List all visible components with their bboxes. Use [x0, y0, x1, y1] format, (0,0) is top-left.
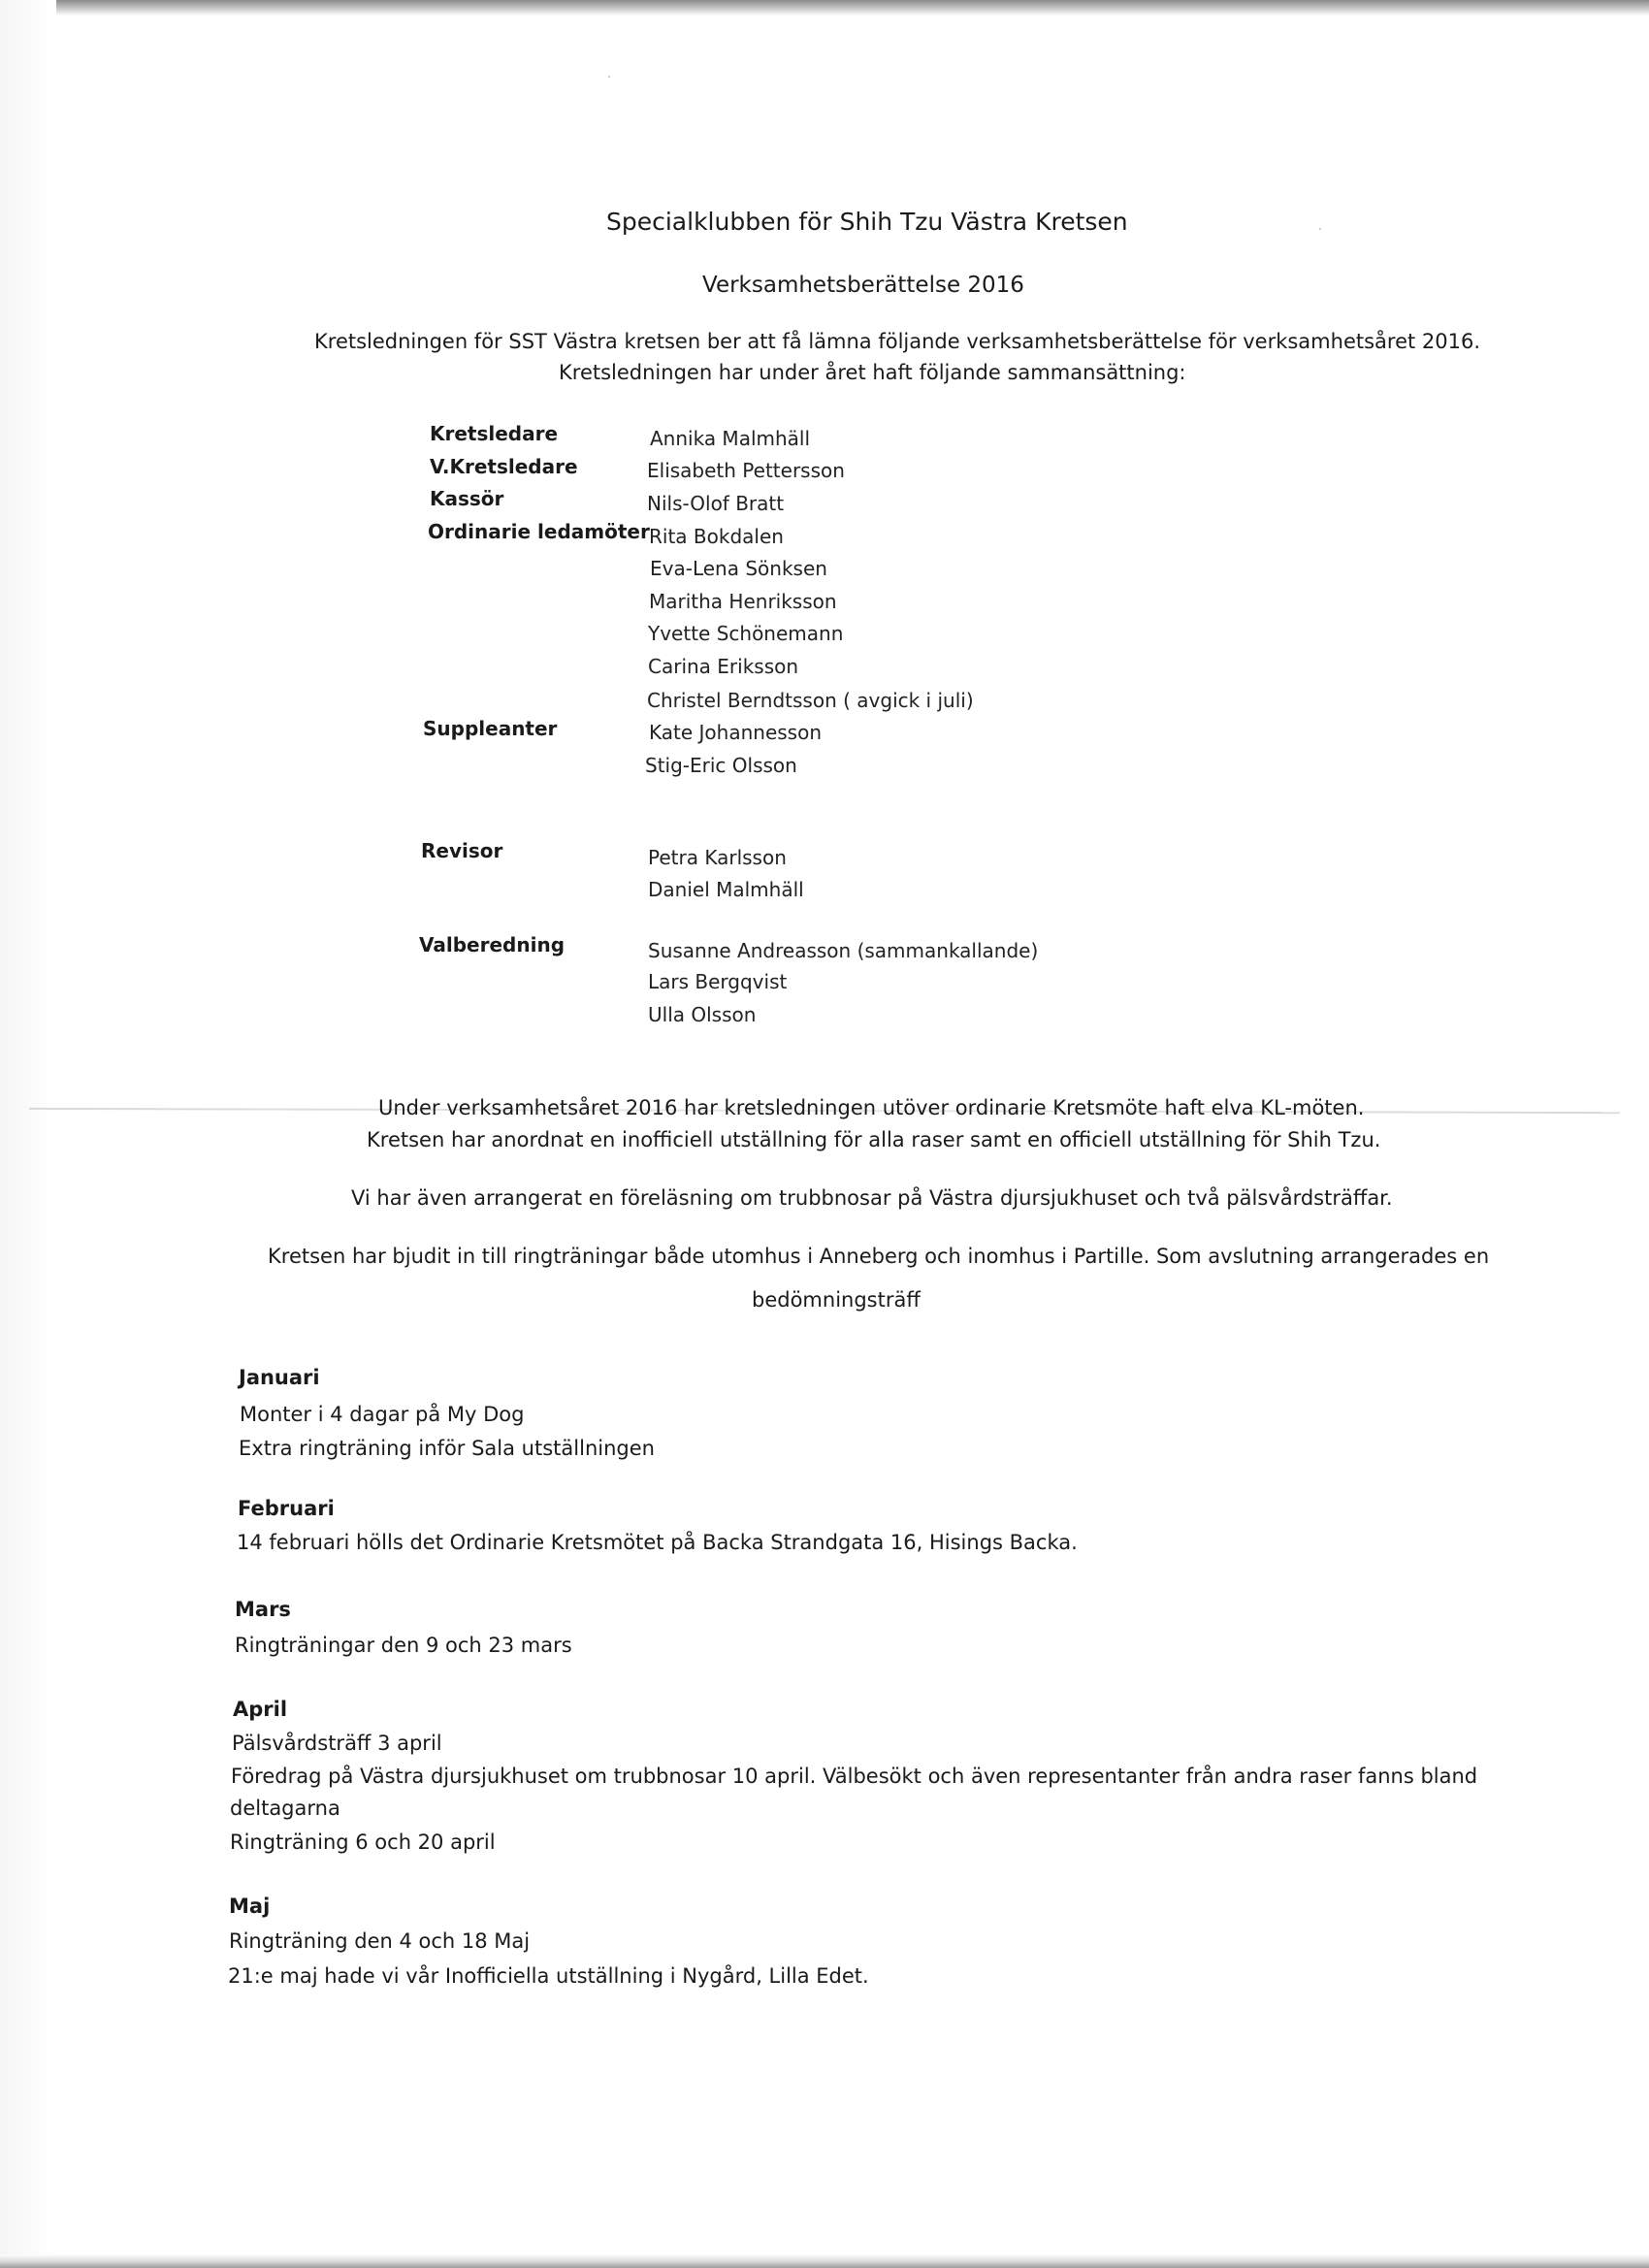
member-name: Petra Karlsson	[648, 846, 787, 869]
member-name: Lars Bergqvist	[648, 970, 788, 993]
document-subtitle: Verksamhetsberättelse 2016	[702, 273, 1024, 298]
member-name: Stig-Eric Olsson	[645, 754, 797, 777]
summary-line: bedömningsträff	[752, 1288, 921, 1312]
role-label-vkretsledare: V.Kretsledare	[430, 455, 578, 478]
member-name: Rita Bokdalen	[649, 525, 784, 548]
intro-line-1: Kretsledningen för SST Västra kretsen ber att få lämna följande verksamhetsberättelse för verksamhetsåret 2016.	[314, 330, 1481, 353]
member-name: Susanne Andreasson (sammankallande)	[648, 939, 1039, 962]
activity-line: Monter i 4 dagar på My Dog	[240, 1403, 525, 1426]
member-name: Elisabeth Pettersson	[647, 459, 845, 482]
role-label-suppleanter: Suppleanter	[423, 717, 558, 740]
member-name: Christel Berndtsson ( avgick i juli)	[647, 689, 974, 712]
intro-line-2: Kretsledningen har under året haft följande sammansättning:	[559, 361, 1186, 384]
activity-line: Pälsvårdsträff 3 april	[232, 1732, 442, 1755]
activity-line: Ringträningar den 9 och 23 mars	[235, 1634, 572, 1657]
activity-line: 14 februari hölls det Ordinarie Kretsmötet på Backa Strandgata 16, Hisings Backa.	[237, 1531, 1078, 1554]
role-label-kassor: Kassör	[430, 487, 504, 510]
activity-line: 21:e maj hade vi vår Inofficiella utställning i Nygård, Lilla Edet.	[228, 1964, 869, 1988]
month-heading-maj: Maj	[229, 1895, 271, 1918]
role-label-kretsledare: Kretsledare	[430, 422, 559, 445]
month-heading-januari: Januari	[239, 1366, 320, 1389]
scan-speck	[608, 76, 610, 78]
activity-line: Extra ringträning inför Sala utställningen	[239, 1437, 655, 1460]
activity-line: Ringträning 6 och 20 april	[230, 1831, 496, 1854]
role-label-revisor: Revisor	[421, 839, 503, 862]
scan-edge-top	[0, 0, 1649, 16]
activity-line: deltagarna	[230, 1797, 340, 1820]
summary-line: Vi har även arrangerat en föreläsning om trubbnosar på Västra djursjukhuset och två pälsvårdsträffar.	[351, 1186, 1393, 1210]
activity-line: Ringträning den 4 och 18 Maj	[229, 1929, 531, 1953]
member-name: Daniel Malmhäll	[648, 878, 804, 901]
member-name: Kate Johannesson	[649, 721, 822, 744]
role-label-valberedning: Valberedning	[419, 933, 566, 956]
member-name: Annika Malmhäll	[650, 427, 811, 450]
month-heading-februari: Februari	[238, 1497, 335, 1520]
activity-line: Föredrag på Västra djursjukhuset om trubbnosar 10 april. Välbesökt och även representanter från andra raser fanns bland	[231, 1765, 1478, 1788]
member-name: Eva-Lena Sönksen	[650, 557, 827, 580]
role-label-ordinarie: Ordinarie ledamöter	[428, 520, 650, 543]
member-name: Yvette Schönemann	[648, 622, 844, 645]
member-name: Nils-Olof Bratt	[647, 492, 785, 515]
summary-line: Under verksamhetsåret 2016 har kretsledningen utöver ordinarie Kretsmöte haft elva KL-möten.	[378, 1096, 1365, 1119]
member-name: Carina Eriksson	[648, 655, 799, 678]
month-heading-mars: Mars	[235, 1598, 291, 1621]
scan-speck	[1319, 228, 1321, 230]
member-name: Maritha Henriksson	[649, 590, 837, 613]
member-name: Ulla Olsson	[648, 1003, 757, 1026]
scan-edge-left	[0, 0, 56, 2268]
scan-edge-bottom	[0, 2254, 1649, 2268]
month-heading-april: April	[233, 1698, 288, 1721]
document-title: Specialklubben för Shih Tzu Västra Kretsen	[606, 208, 1128, 236]
summary-line: Kretsen har anordnat en inofficiell utställning för alla raser samt en officiell utställning för Shih Tzu.	[367, 1128, 1381, 1151]
summary-line: Kretsen har bjudit in till ringträningar både utomhus i Anneberg och inomhus i Partille. Som avslutning arrangerades en	[268, 1245, 1490, 1268]
